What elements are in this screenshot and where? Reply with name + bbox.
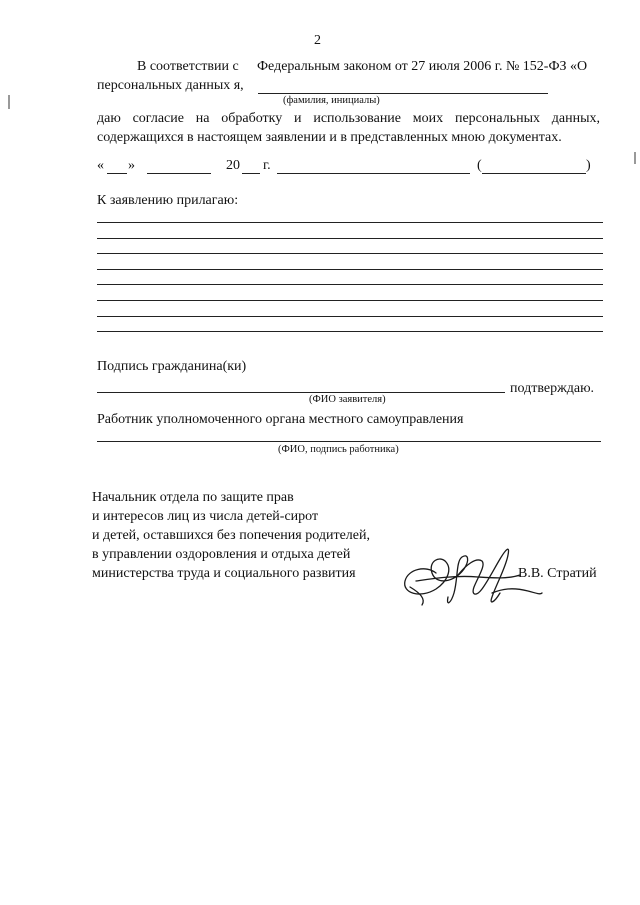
year-suffix: г. bbox=[263, 158, 271, 173]
attachment-line bbox=[97, 300, 603, 301]
attachment-line bbox=[97, 269, 603, 270]
official-line-4: в управлении оздоровления и отдыха детей bbox=[92, 547, 351, 562]
surname-hint: (фамилия, инициалы) bbox=[283, 95, 380, 106]
citizen-name-line bbox=[97, 392, 505, 393]
worker-line bbox=[97, 441, 601, 442]
scan-edge-mark-right bbox=[634, 152, 636, 164]
attachment-line bbox=[97, 316, 603, 317]
citizen-hint: (ФИО заявителя) bbox=[309, 394, 386, 405]
attachment-line bbox=[97, 331, 603, 332]
worker-label: Работник уполномоченного органа местного самоуправления bbox=[97, 412, 464, 427]
consent-line-2: персональных данных я, bbox=[97, 78, 244, 93]
attachment-line bbox=[97, 253, 603, 254]
year-fill-line bbox=[242, 173, 260, 174]
day-fill-line bbox=[107, 173, 127, 174]
worker-hint: (ФИО, подпись работника) bbox=[278, 444, 399, 455]
consent-line-3: даю согласие на обработку и использование моих персональных данных, bbox=[97, 111, 600, 126]
official-line-1: Начальник отдела по защите прав bbox=[92, 490, 294, 505]
signature-fill-line bbox=[277, 173, 470, 174]
surname-fill-line bbox=[258, 93, 548, 94]
citizen-signature-label: Подпись гражданина(ки) bbox=[97, 359, 247, 374]
consent-line-1-rest: Федеральным законом от 27 июля 2006 г. № 152-ФЗ «О bbox=[257, 59, 588, 74]
official-line-3: и детей, оставшихся без попечения родителей, bbox=[92, 528, 370, 543]
paren-open: ( bbox=[477, 158, 482, 173]
attachment-line bbox=[97, 222, 603, 223]
citizen-confirm: подтверждаю. bbox=[510, 381, 595, 396]
date-open-quote: « bbox=[97, 158, 104, 173]
paren-close: ) bbox=[586, 158, 591, 173]
official-line-5: министерства труда и социального развития bbox=[92, 566, 356, 581]
year-prefix: 20 bbox=[226, 158, 240, 173]
scan-edge-mark-left bbox=[8, 95, 10, 109]
attachments-title: К заявлению прилагаю: bbox=[97, 193, 239, 208]
page-number: 2 bbox=[314, 33, 321, 48]
consent-line-4: содержащихся в настоящем заявлении и в представленных мною документах. bbox=[97, 130, 562, 145]
official-line-2: и интересов лиц из числа детей-сирот bbox=[92, 509, 319, 524]
date-close-quote: » bbox=[128, 158, 135, 173]
attachment-line bbox=[97, 238, 603, 239]
consent-line-1-intro: В соответствии с bbox=[137, 59, 239, 74]
official-name: В.В. Стратий bbox=[518, 566, 597, 581]
month-fill-line bbox=[147, 173, 211, 174]
attachment-line bbox=[97, 284, 603, 285]
name-fill-line bbox=[482, 173, 586, 174]
